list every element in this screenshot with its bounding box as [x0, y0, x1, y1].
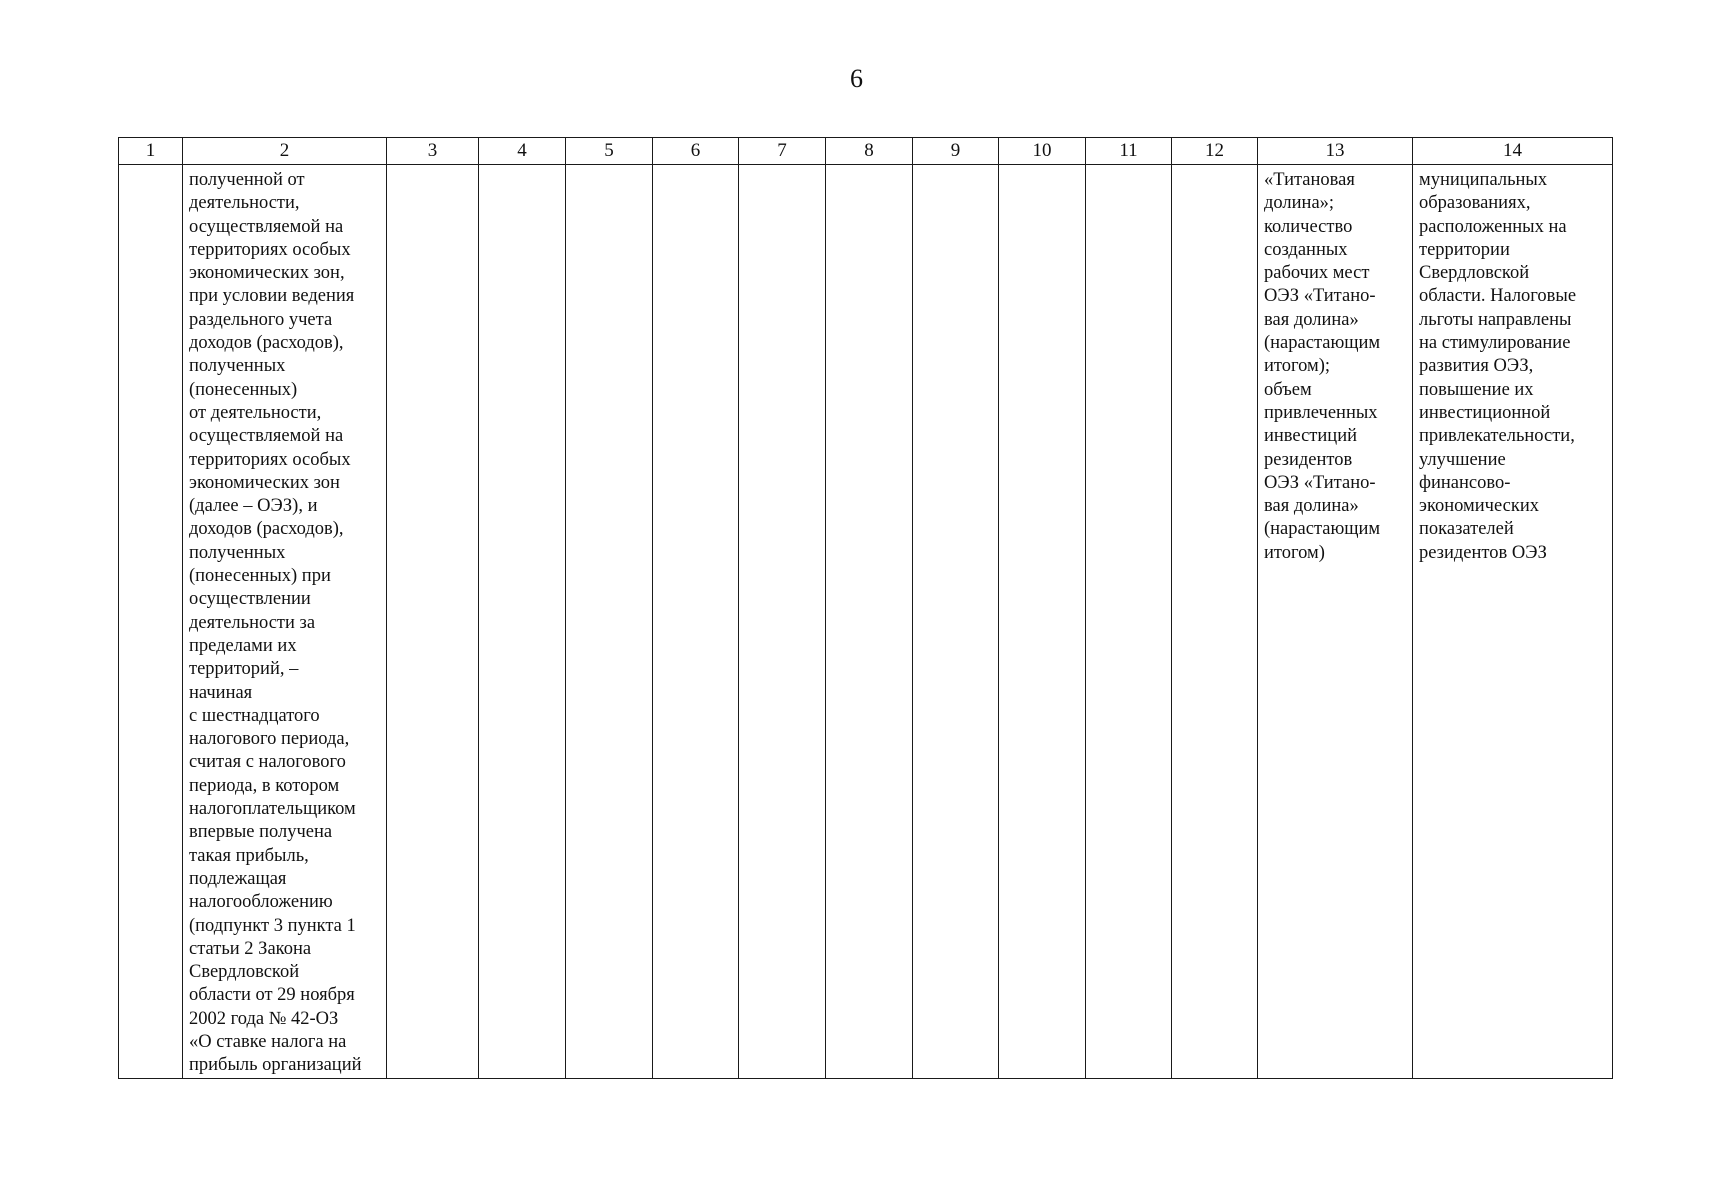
- cell-col-14: [1413, 165, 1613, 1079]
- cell-col-3: [387, 165, 479, 1079]
- column-header-10: 10: [999, 138, 1086, 165]
- page-number: 6: [850, 64, 863, 93]
- cell-col-7: [739, 165, 826, 1079]
- column-header-6: 6: [653, 138, 739, 165]
- cell-col-6: [653, 165, 739, 1079]
- benefit-description-text: полученной от деятельности, осуществляемой на территориях особых экономических зон, при условии ведения раздельного учета доходов (расходов), полученных (понесенных) от деятельности, осуществляемой на территориях особых экономических зон (далее – ОЭЗ), и доходов (расходов), полученных (понесенных) при осуществлении деятельности за пределами их территорий, – начиная с шестнадцатого налогового периода, считая с налогового периода, в котором налогоплательщиком впервые получена такая прибыль, подлежащая налогообложению (подпункт 3 пункта 1 статьи 2 Закона Свердловской области от 29 ноября 2002 года № 42-ОЗ «О ставке налога на прибыль организаций: [189, 170, 362, 1076]
- column-header-14: 14: [1413, 138, 1613, 165]
- cell-col-5: [566, 165, 653, 1079]
- cell-col-9: [913, 165, 999, 1079]
- cell-text: [387, 165, 478, 169]
- column-header-2: 2: [183, 138, 387, 165]
- cell-text: [826, 165, 912, 169]
- column-header-8: 8: [826, 138, 913, 165]
- cell-text: [913, 165, 998, 169]
- column-header-7: 7: [739, 138, 826, 165]
- document-table: [118, 137, 1613, 1079]
- column-header-13: 13: [1258, 138, 1413, 165]
- cell-text: [119, 165, 182, 169]
- cell-col-2: [183, 165, 387, 1079]
- column-header-5: 5: [566, 138, 653, 165]
- cell-col-4: [479, 165, 566, 1079]
- cell-col-10: [999, 165, 1086, 1079]
- column-header-12: 12: [1172, 138, 1258, 165]
- cell-col-8: [826, 165, 913, 1079]
- indicators-text: «Титановая долина»; количество созданных рабочих мест ОЭЗ «Титано- вая долина» (нарастающим итогом); объем привлеченных инвестиций резидентов ОЭЗ «Титано- вая долина» (нарастающим итогом): [1264, 170, 1381, 563]
- cell-text: [566, 165, 652, 169]
- header-row: [119, 138, 1613, 165]
- cell-text: [479, 165, 565, 169]
- cell-col-12: [1172, 165, 1258, 1079]
- cell-text: [1172, 165, 1257, 169]
- cell-col-13: [1258, 165, 1413, 1079]
- cell-text: [999, 165, 1085, 169]
- column-header-9: 9: [913, 138, 999, 165]
- cell-col-11: [1086, 165, 1172, 1079]
- cell-text: [739, 165, 825, 169]
- column-header-1: 1: [119, 138, 183, 165]
- cell-col-1: [119, 165, 183, 1079]
- cell-text: [1086, 165, 1171, 169]
- goals-text: муниципальных образованиях, расположенных на территории Свердловской области. Налоговые льготы направлены на стимулирование развития ОЭЗ, повышение их инвестиционной привлекательности, улучшение финансово- экономических показателей резидентов ОЭЗ: [1419, 170, 1577, 563]
- table-row: [119, 165, 1613, 1079]
- column-header-3: 3: [387, 138, 479, 165]
- column-header-11: 11: [1086, 138, 1172, 165]
- column-header-4: 4: [479, 138, 566, 165]
- cell-text: [653, 165, 738, 169]
